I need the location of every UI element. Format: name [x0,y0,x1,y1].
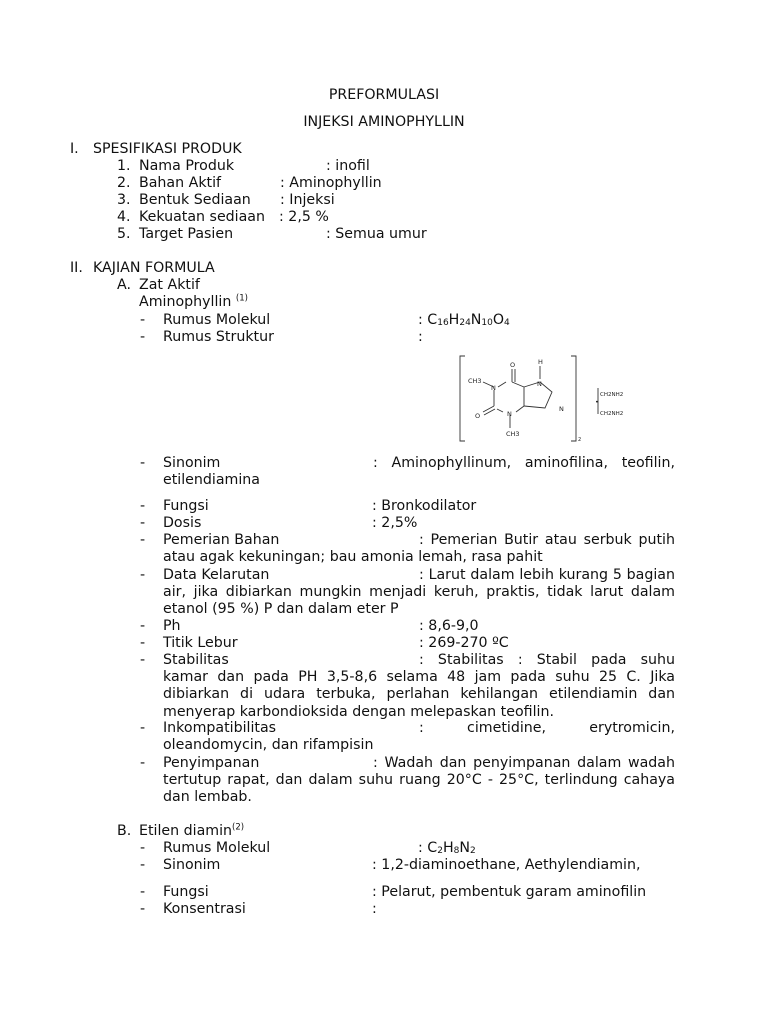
subsection-a-title: Zat Aktif [139,277,200,293]
field-value: : cimetidine, erytromicin, oleandomycin, dan rifampisin [163,720,675,754]
field-label: Sinonim [163,455,221,471]
field-label: Fungsi [163,884,209,900]
field-colon: : [418,329,423,345]
section-2-number: II. [70,260,83,276]
atom-label: O [510,361,516,369]
field-value: : Pelarut, pembentuk garam aminofilin [372,884,647,900]
field-value: : Wadah dan penyimpanan dalam wadah tertutup rapat, dan dalam suhu ruang 20°C - 25°C, terlindung cahaya dan lembab. [163,755,675,806]
field-value: : Larut dalam lebih kurang 5 bagian air, jika dibiarkan mungkin menjadi keruh, praktis, tidak larut dalam etanol (95 %) P dan dalam eter P [163,567,675,618]
field-value: : 1,2-diaminoethane, Aethylendiamin, [372,857,641,873]
list-item-value: : Injeksi [280,192,335,208]
subsection-b-title: Etilen diamin$^{(2)}$ [139,822,245,839]
subscript-label: 2 [578,437,582,443]
field-label: Sinonim [163,857,221,873]
bullet-dash: - [140,618,146,634]
section-1-number: I. [70,141,79,157]
list-item-number: 3. [117,192,131,208]
list-item-number: 4. [117,209,131,225]
field-label: Penyimpanan [163,755,260,771]
bullet-dot: • [595,398,599,406]
list-item-number: 1. [117,158,131,174]
field-value: : Pemerian Butir atau serbuk putih atau agak kekuningan; bau amonia lemah, rasa pahit [163,532,675,566]
field-value: : Stabilitas : Stabil pada suhu kamar dan pada PH 3,5-8,6 selama 48 jam pada suhu 25 C. Jika dibiarkan di udara terbuka, perlahan kehilangan etilendiamin dan menyerap karbondioksida dengan melepaskan teofilin. [163,652,675,720]
reference-marker: (1) [235,293,248,304]
bullet-dash: - [140,652,146,668]
field-label: Pemerian Bahan [163,532,280,548]
field-label: Rumus Struktur [163,329,274,345]
field-value: : Bronkodilator [372,498,477,514]
atom-label: N [559,405,564,413]
field-label: Rumus Molekul [163,312,271,328]
atom-label: N [507,410,512,418]
field-value: : 269-270 ºC [419,635,509,651]
document-subtitle: INJEKSI AMINOPHYLLIN [303,114,465,130]
list-item-value: : inofil [326,158,370,174]
list-item-label: Bentuk Sediaan [139,192,251,208]
list-item-label: Bahan Aktif [139,175,222,191]
list-item-number: 5. [117,226,131,242]
field-value: : 2,5% [372,515,418,531]
bullet-dash: - [140,515,146,531]
field-label: Inkompatibilitas [163,720,277,736]
bullet-dash: - [140,901,146,917]
list-item-value: : Aminophyllin [280,175,382,191]
field-value: : [372,901,377,917]
bullet-dash: - [140,857,146,873]
bullet-dash: - [140,329,146,345]
bullet-dash: - [140,312,146,328]
atom-label: N [491,384,496,392]
field-label: Fungsi [163,498,209,514]
list-item-label: Target Pasien [139,226,234,242]
section-2-heading: KAJIAN FORMULA [93,260,215,276]
bullet-dash: - [140,635,146,651]
field-label: Ph [163,618,181,634]
bullet-dash: - [140,532,146,548]
bullet-dash: - [140,455,146,471]
subsection-b-letter: B. [117,823,132,839]
bullet-dash: - [140,720,146,736]
subsection-a-letter: A. [117,277,131,293]
atom-label: CH3 [468,377,482,385]
field-label: Titik Lebur [163,635,238,651]
document-title: PREFORMULASI [328,87,440,103]
bullet-dash: - [140,884,146,900]
aminophylline-structure-diagram [456,352,626,446]
atom-label: CH3 [506,430,520,438]
bullet-dash: - [140,567,146,583]
list-item-value: : Semua umur [326,226,427,242]
molecular-formula: : $C_2H_8N_2$ [418,840,476,856]
bullet-dash: - [140,840,146,856]
field-value: : 8,6-9,0 [419,618,479,634]
list-item-number: 2. [117,175,131,191]
bullet-dash: - [140,498,146,514]
list-item-value: : 2,5 % [279,209,329,225]
molecular-formula: : $C_{16}H_{24}N_{10}O_4$ [418,312,510,328]
bullet-dash: - [140,755,146,771]
list-item-label: Kekuatan sediaan [139,209,265,225]
atom-label: N [537,380,542,388]
atom-label: CH2NH2 [600,392,624,398]
section-1-heading: SPESIFIKASI PRODUK [93,141,242,157]
atom-label: H [538,358,543,366]
compound-name: Aminophyllin $^{(1)}$ [139,293,248,310]
atom-label: O [475,412,481,420]
field-value: : Aminophyllinum, aminofilina, teofilin, etilendiamina [163,455,675,489]
field-label: Data Kelarutan [163,567,270,583]
list-item-label: Nama Produk [139,158,235,174]
field-label: Dosis [163,515,202,531]
field-label: Stabilitas [163,652,229,668]
field-label: Rumus Molekul [163,840,271,856]
atom-label: CH2NH2 [600,411,624,417]
field-label: Konsentrasi [163,901,246,917]
reference-marker: (2) [232,822,245,833]
